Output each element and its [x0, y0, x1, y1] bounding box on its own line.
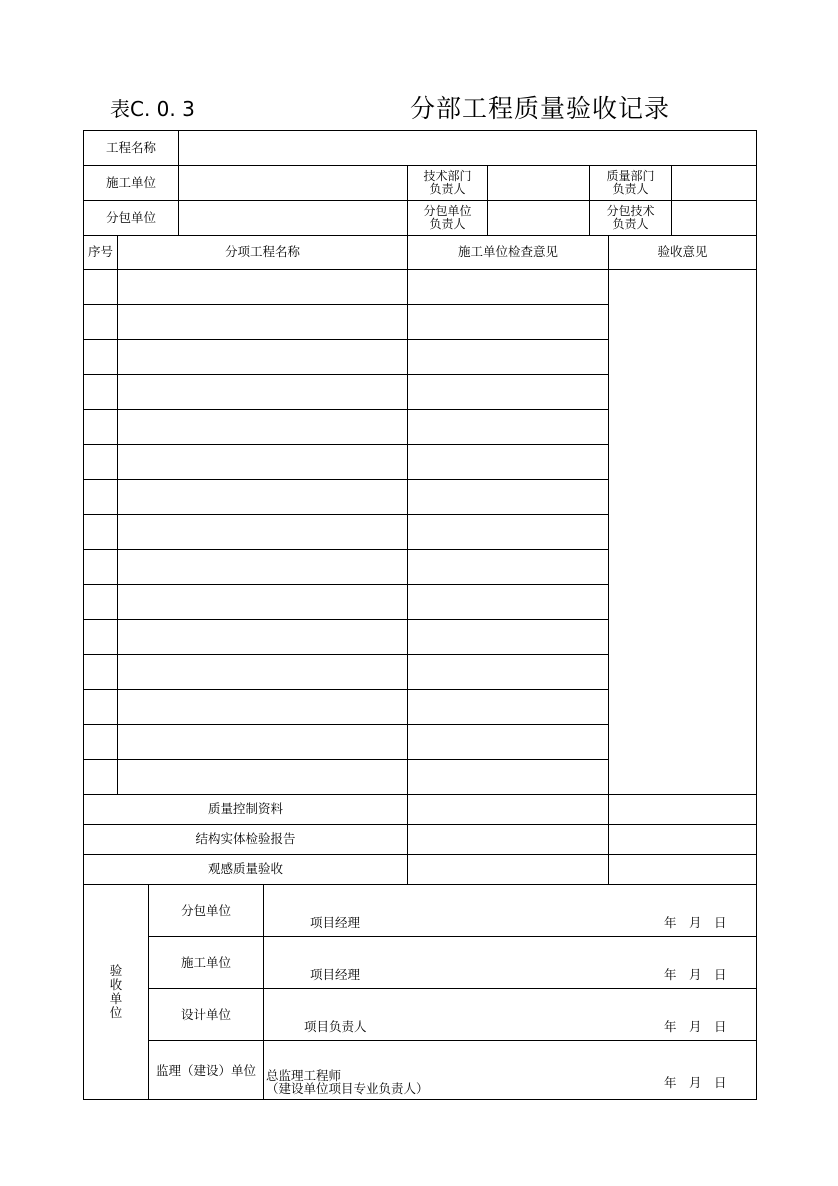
- item-seq-cell[interactable]: [84, 620, 117, 654]
- item-check-cell[interactable]: [408, 410, 608, 444]
- column-header-check-opinion: 施工单位检查意见: [457, 244, 558, 259]
- item-name-cell[interactable]: [118, 305, 407, 339]
- acceptance-person-design: 项目负责人: [304, 1019, 367, 1034]
- item-seq-cell[interactable]: [84, 760, 117, 794]
- quality-control-docs-check[interactable]: [408, 795, 608, 824]
- item-name-cell[interactable]: [118, 690, 407, 724]
- item-check-cell[interactable]: [408, 690, 608, 724]
- quality-control-docs-label: 质量控制资料: [207, 801, 283, 816]
- item-check-cell[interactable]: [408, 655, 608, 689]
- acceptance-person-construction: 项目经理: [310, 967, 361, 982]
- acceptance-unit-design: 设计单位: [180, 1007, 231, 1022]
- subcontract-tech-head-value[interactable]: [672, 201, 756, 235]
- acceptance-person-supervision: 总监理工程师 （建设单位项目专业负责人）: [266, 1068, 429, 1096]
- structure-test-report-check[interactable]: [408, 825, 608, 854]
- tech-dept-head-label: 技术部门 负责人: [423, 169, 472, 196]
- item-name-cell[interactable]: [118, 375, 407, 409]
- structure-test-report-accept[interactable]: [609, 825, 756, 854]
- subcontract-unit-value[interactable]: [179, 201, 407, 235]
- item-seq-cell[interactable]: [84, 585, 117, 619]
- column-header-seq: 序号: [87, 244, 113, 259]
- item-name-cell[interactable]: [118, 410, 407, 444]
- item-seq-cell[interactable]: [84, 655, 117, 689]
- acceptance-date-construction: 年 月 日: [664, 967, 727, 982]
- item-name-cell[interactable]: [118, 655, 407, 689]
- item-name-cell[interactable]: [118, 585, 407, 619]
- item-seq-cell[interactable]: [84, 270, 117, 304]
- item-check-cell[interactable]: [408, 270, 608, 304]
- acceptance-date-subcontract: 年 月 日: [664, 915, 727, 930]
- appearance-quality-accept[interactable]: [609, 855, 756, 884]
- project-name-value[interactable]: [179, 131, 756, 165]
- project-name-label: 工程名称: [105, 140, 156, 155]
- item-check-cell[interactable]: [408, 340, 608, 374]
- column-header-item-name: 分项工程名称: [224, 244, 300, 259]
- acceptance-date-design: 年 月 日: [664, 1019, 727, 1034]
- acceptance-unit-construction: 施工单位: [180, 955, 231, 970]
- acceptance-unit-subcontract: 分包单位: [180, 903, 231, 918]
- item-name-cell[interactable]: [118, 725, 407, 759]
- item-seq-cell[interactable]: [84, 305, 117, 339]
- acceptance-person-subcontract: 项目经理: [310, 915, 361, 930]
- acceptance-date-supervision: 年 月 日: [664, 1075, 727, 1090]
- subcontract-head-label: 分包单位 负责人: [423, 204, 472, 231]
- item-seq-cell[interactable]: [84, 550, 117, 584]
- item-name-cell[interactable]: [118, 445, 407, 479]
- acceptance-unit-supervision: 监理（建设）单位: [155, 1063, 256, 1078]
- item-check-cell[interactable]: [408, 585, 608, 619]
- construction-unit-label: 施工单位: [105, 175, 156, 190]
- item-name-cell[interactable]: [118, 480, 407, 514]
- item-check-cell[interactable]: [408, 515, 608, 549]
- item-seq-cell[interactable]: [84, 410, 117, 444]
- item-check-cell[interactable]: [408, 760, 608, 794]
- item-seq-cell[interactable]: [84, 340, 117, 374]
- structure-test-report-label: 结构实体检验报告: [195, 831, 296, 846]
- appearance-quality-check[interactable]: [408, 855, 608, 884]
- item-check-cell[interactable]: [408, 305, 608, 339]
- item-name-cell[interactable]: [118, 270, 407, 304]
- item-name-cell[interactable]: [118, 515, 407, 549]
- item-check-cell[interactable]: [408, 550, 608, 584]
- item-name-cell[interactable]: [118, 340, 407, 374]
- item-seq-cell[interactable]: [84, 690, 117, 724]
- acceptance-section-label: 验 收 单 位: [109, 963, 123, 1020]
- appearance-quality-label: 观感质量验收: [207, 861, 283, 876]
- item-check-cell[interactable]: [408, 480, 608, 514]
- quality-dept-head-label: 质量部门 负责人: [606, 169, 655, 196]
- subcontract-head-value[interactable]: [488, 201, 589, 235]
- item-name-cell[interactable]: [118, 760, 407, 794]
- item-seq-cell[interactable]: [84, 480, 117, 514]
- accept-opinion-cell[interactable]: [609, 270, 756, 794]
- item-seq-cell[interactable]: [84, 375, 117, 409]
- construction-unit-value[interactable]: [179, 166, 407, 200]
- item-name-cell[interactable]: [118, 620, 407, 654]
- item-seq-cell[interactable]: [84, 725, 117, 759]
- item-check-cell[interactable]: [408, 620, 608, 654]
- item-seq-cell[interactable]: [84, 445, 117, 479]
- page-title: 分部工程质量验收记录: [410, 94, 671, 123]
- quality-dept-head-value[interactable]: [672, 166, 756, 200]
- item-check-cell[interactable]: [408, 725, 608, 759]
- quality-control-docs-accept[interactable]: [609, 795, 756, 824]
- form-code: 表C. 0. 3: [110, 97, 195, 121]
- column-header-accept-opinion: 验收意见: [657, 244, 708, 259]
- item-check-cell[interactable]: [408, 445, 608, 479]
- item-check-cell[interactable]: [408, 375, 608, 409]
- subcontract-tech-head-label: 分包技术 负责人: [606, 204, 655, 231]
- item-seq-cell[interactable]: [84, 515, 117, 549]
- tech-dept-head-value[interactable]: [488, 166, 589, 200]
- subcontract-unit-label: 分包单位: [105, 210, 156, 225]
- item-name-cell[interactable]: [118, 550, 407, 584]
